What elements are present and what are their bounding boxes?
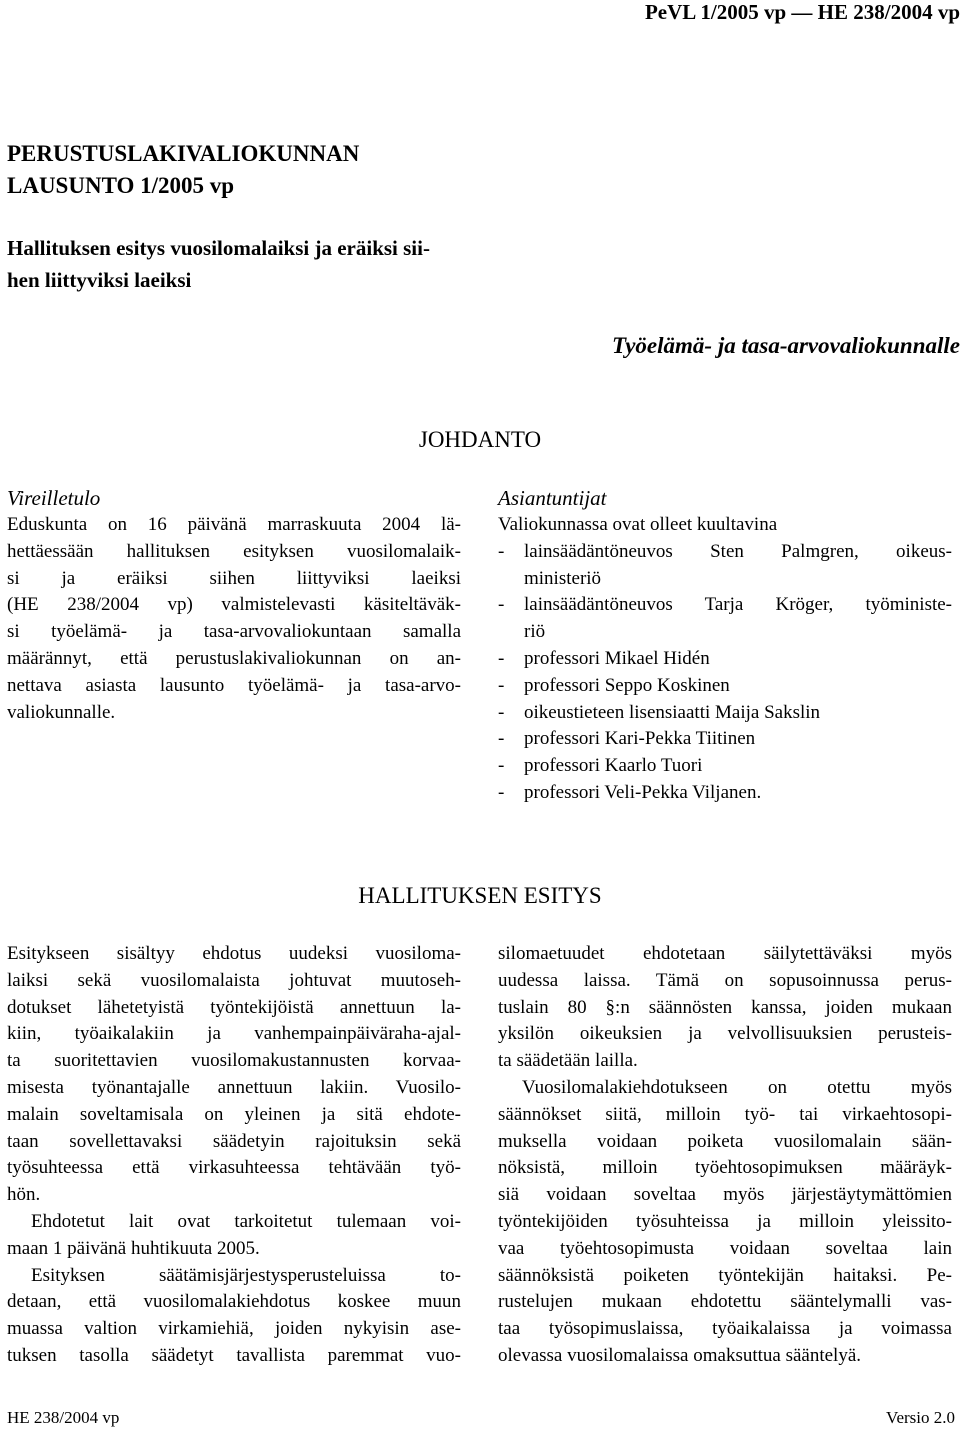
footer-document-id: HE 238/2004 vp: [7, 1408, 120, 1427]
list-item-line: ministeriö: [524, 567, 602, 589]
text-line: ta suoritettavien vuosilomakustannusten korvaa-: [7, 1050, 461, 1072]
list-dash: -: [498, 540, 505, 562]
text-line: olevassa vuosilomalaissa omaksuttua sääntelyä.: [498, 1344, 862, 1366]
text-line: hettäessään hallituksen esityksen vuosilomalaik-: [7, 540, 461, 562]
list-item-line: riö: [524, 621, 546, 643]
running-header: PeVL 1/2005 vp — HE 238/2004 vp: [644, 0, 960, 24]
esitys-right-column: [498, 941, 952, 1370]
paragraph: [498, 1075, 952, 1370]
paragraph: [7, 941, 461, 1209]
list-dash: -: [498, 674, 505, 696]
list-dash: -: [498, 728, 505, 750]
text-line: Esitykseen sisältyy ehdotus uudeksi vuosiloma-: [7, 943, 461, 964]
text-line: si ja eräiksi siihen liittyviksi laeiksi: [7, 567, 461, 589]
paragraph: [7, 1209, 461, 1263]
text-line: uudessa laissa. Tämä on sopusoinnussa perus-: [498, 969, 952, 991]
text-line: dotukset lähetetyistä työntekijöistä annettuun la-: [7, 996, 461, 1018]
text-line: muksella voidaan poiketa vuosilomalain sään-: [498, 1130, 952, 1152]
text-line: muassa valtion virkamiehiä, joiden nykyisin ase-: [7, 1318, 461, 1340]
text-line: taan sovellettavaksi säädetyin rajoituksin sekä: [7, 1130, 461, 1152]
list-item: [498, 592, 952, 646]
vireilletulo-heading: Vireilletulo: [7, 486, 101, 510]
esitys-left-column: [7, 941, 461, 1370]
text-line: misesta työnantajalle annettuun lakiin. Vuosilo-: [7, 1076, 461, 1098]
text-line: (HE 238/2004 vp) valmistelevasti käsiteltäväk-: [7, 594, 461, 616]
asiantuntijat-section: [498, 484, 952, 807]
document-subtitle: [7, 232, 527, 296]
section-heading-hallituksen-esitys: HALLITUKSEN ESITYS: [358, 883, 602, 908]
text-line: nöksistä, milloin työehtosopimuksen määräyk-: [498, 1157, 952, 1179]
list-item-line: oikeustieteen lisensiaatti Maija Sakslin: [524, 701, 821, 723]
list-dash: -: [498, 781, 505, 803]
text-line: taa työsopimuslaissa, työaikalaissa ja voimassa: [498, 1318, 952, 1340]
text-line: työntekijöiden työsuhteissa ja milloin yleissito-: [498, 1210, 952, 1232]
list-item: [498, 646, 952, 673]
text-line: kiin, työaikalakiin ja vanhempainpäiväraha-ajal-: [7, 1023, 461, 1045]
text-line: hön.: [7, 1184, 41, 1206]
list-dash: -: [498, 701, 505, 723]
list-item: [498, 753, 952, 780]
list-dash: -: [498, 594, 505, 616]
footer-version: Versio 2.0: [886, 1408, 955, 1427]
list-item: [498, 673, 952, 700]
paragraph: [498, 941, 952, 1075]
list-item-line: lainsäädäntöneuvos Sten Palmgren, oikeus-: [524, 540, 952, 562]
text-line: vaa työehtosopimusta voidaan soveltaa lain: [498, 1237, 952, 1259]
text-line: siä voidaan soveltaa myös järjestäytymättömien: [498, 1184, 952, 1206]
list-item-line: professori Kari-Pekka Tiitinen: [524, 728, 756, 750]
text-line: ta säädetään lailla.: [498, 1050, 638, 1072]
list-item: [498, 780, 952, 807]
vireilletulo-text: [7, 512, 461, 726]
list-dash: -: [498, 755, 505, 777]
text-line: nettava asiasta lausunto työelämä- ja tasa-arvo-: [7, 674, 461, 696]
text-line: yksilön oikeuksien ja velvollisuuksien perusteis-: [498, 1023, 952, 1045]
text-line: tuksen tasolla säädetyt tavallista paremmat vuo-: [7, 1344, 461, 1366]
title-line: LAUSUNTO 1/2005 vp: [7, 173, 235, 198]
text-line: silomaetuudet ehdotetaan säilytettäväksi myös: [498, 943, 952, 964]
asiantuntijat-heading: Asiantuntijat: [498, 486, 607, 510]
text-line: Vuosilomalakiehdotukseen on otettu myös: [522, 1076, 952, 1098]
text-line: detaan, että vuosilomalakiehdotus koskee muun: [7, 1291, 461, 1313]
recipient: Työelämä- ja tasa-arvovaliokunnalle: [612, 333, 960, 358]
text-line: säännöksistä poiketen työntekijän haitaksi. Pe-: [498, 1264, 952, 1286]
title-line: PERUSTUSLAKIVALIOKUNNAN: [7, 141, 360, 166]
text-line: maan 1 päivänä huhtikuuta 2005.: [7, 1237, 260, 1259]
text-line: rustelujen mukaan ehdotettu sääntelymalli vas-: [498, 1291, 952, 1313]
text-line: si työelämä- ja tasa-arvovaliokuntaan samalla: [7, 621, 461, 643]
text-line: säännökset siitä, milloin työ- tai virkaehtosopi-: [498, 1103, 952, 1125]
text-line: työsuhteessa että virkasuhteessa tehtävään työ-: [7, 1157, 461, 1179]
text-line: Ehdotetut lait ovat tarkoitetut tulemaan voi-: [31, 1210, 461, 1232]
text-line: malain soveltamisala on yleinen ja sitä ehdote-: [7, 1103, 461, 1125]
text-line: valiokunnalle.: [7, 701, 116, 723]
list-item-line: professori Veli-Pekka Viljanen.: [524, 781, 762, 803]
paragraph: [7, 1263, 461, 1370]
subtitle-line: hen liittyviksi laeiksi: [7, 268, 192, 292]
text-line: määrännyt, että perustuslakivaliokunnan on an-: [7, 647, 461, 669]
list-item-line: professori Mikael Hidén: [524, 647, 710, 669]
list-item-line: lainsäädäntöneuvos Tarja Kröger, työministe-: [524, 594, 952, 616]
text-line: Eduskunta on 16 päivänä marraskuuta 2004 lä-: [7, 514, 461, 535]
subtitle-line: Hallituksen esitys vuosilomalaiksi ja eräiksi sii-: [7, 236, 430, 260]
list-item-line: professori Seppo Koskinen: [524, 674, 730, 696]
list-item: [498, 700, 952, 727]
text-line: tuslain 80 §:n säännösten kanssa, joiden mukaan: [498, 996, 952, 1018]
list-item: [498, 726, 952, 753]
list-item: [498, 539, 952, 593]
document-title: [7, 138, 477, 202]
section-heading-johdanto: JOHDANTO: [418, 427, 542, 452]
asiantuntijat-intro: Valiokunnassa ovat olleet kuultavina: [498, 514, 778, 535]
text-line: laiksi sekä vuosilomalaista johtuvat muutoseh-: [7, 969, 461, 991]
vireilletulo-section: [7, 484, 461, 726]
expert-list: [498, 539, 952, 807]
text-line: Esityksen säätämisjärjestysperusteluissa to-: [31, 1264, 461, 1286]
list-item-line: professori Kaarlo Tuori: [524, 755, 703, 777]
list-dash: -: [498, 647, 505, 669]
